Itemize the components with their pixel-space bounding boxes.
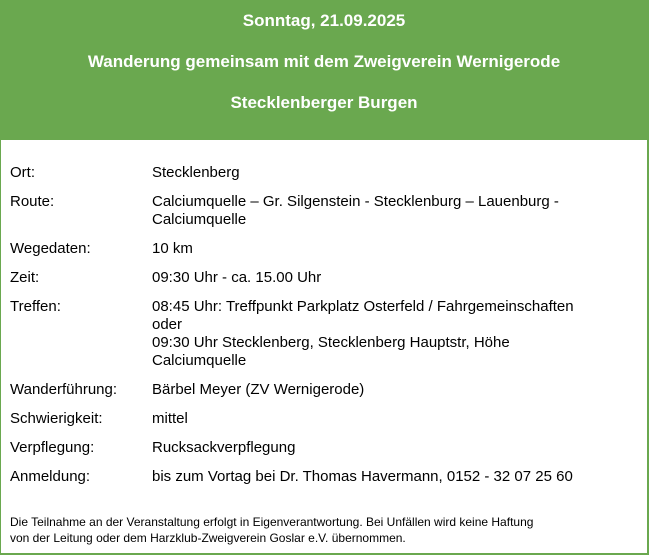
detail-row-ort (10, 164, 647, 182)
detail-row-verpflegung (10, 439, 647, 457)
event-date: Sonntag, 21.09.2025 (242, 11, 406, 30)
detail-value: Bärbel Meyer (ZV Wernigerode) (152, 381, 365, 398)
disclaimer (10, 514, 627, 546)
event-details (1, 140, 647, 486)
detail-value-line: Calciumquelle (152, 211, 247, 228)
disclaimer-line: Die Teilnahme an der Veranstaltung erfolgt in Eigenverantwortung. Bei Unfällen wird keine Haftung (10, 515, 534, 529)
event-title: Wanderung gemeinsam mit dem Zweigverein Wernigerode (87, 52, 561, 71)
detail-row-schwierigkeit (10, 410, 647, 428)
detail-row-wanderfuehrung (10, 381, 647, 399)
detail-row-anmeldung (10, 468, 647, 486)
detail-label: Verpflegung: (10, 439, 95, 456)
detail-label: Zeit: (10, 269, 40, 286)
event-header (1, 0, 647, 140)
detail-label: Ort: (10, 164, 35, 181)
detail-label: Treffen: (10, 298, 61, 315)
detail-value-line: 08:45 Uhr: Treffpunkt Parkplatz Osterfeld / Fahrgemeinschaften (152, 298, 574, 315)
detail-value-line: Calciumquelle (152, 352, 247, 369)
detail-value: 10 km (152, 240, 193, 257)
detail-row-treffen (10, 298, 647, 370)
detail-value-line: oder (152, 316, 183, 333)
detail-row-route (10, 193, 647, 229)
detail-value (152, 193, 647, 229)
disclaimer-line: von der Leitung oder dem Harzklub-Zweigverein Goslar e.V. übernommen. (10, 531, 406, 545)
detail-label: Wanderführung: (10, 381, 118, 398)
detail-value (152, 298, 647, 370)
detail-value: 09:30 Uhr - ca. 15.00 Uhr (152, 269, 322, 286)
event-subtitle: Stecklenberger Burgen (230, 93, 418, 112)
detail-value-line: Calciumquelle – Gr. Silgenstein - Stecklenburg – Lauenburg - (152, 193, 559, 210)
detail-row-wegedaten (10, 240, 647, 258)
detail-row-zeit (10, 269, 647, 287)
detail-label: Route: (10, 193, 55, 210)
detail-label: Wegedaten: (10, 240, 91, 257)
detail-value-line: 09:30 Uhr Stecklenberg, Stecklenberg Hauptstr, Höhe (152, 334, 510, 351)
detail-value: bis zum Vortag bei Dr. Thomas Havermann, 0152 - 32 07 25 60 (152, 468, 573, 485)
detail-label: Anmeldung: (10, 468, 91, 485)
detail-label: Schwierigkeit: (10, 410, 103, 427)
detail-value: Rucksackverpflegung (152, 439, 296, 456)
detail-value: Stecklenberg (152, 164, 240, 181)
detail-value: mittel (152, 410, 188, 427)
